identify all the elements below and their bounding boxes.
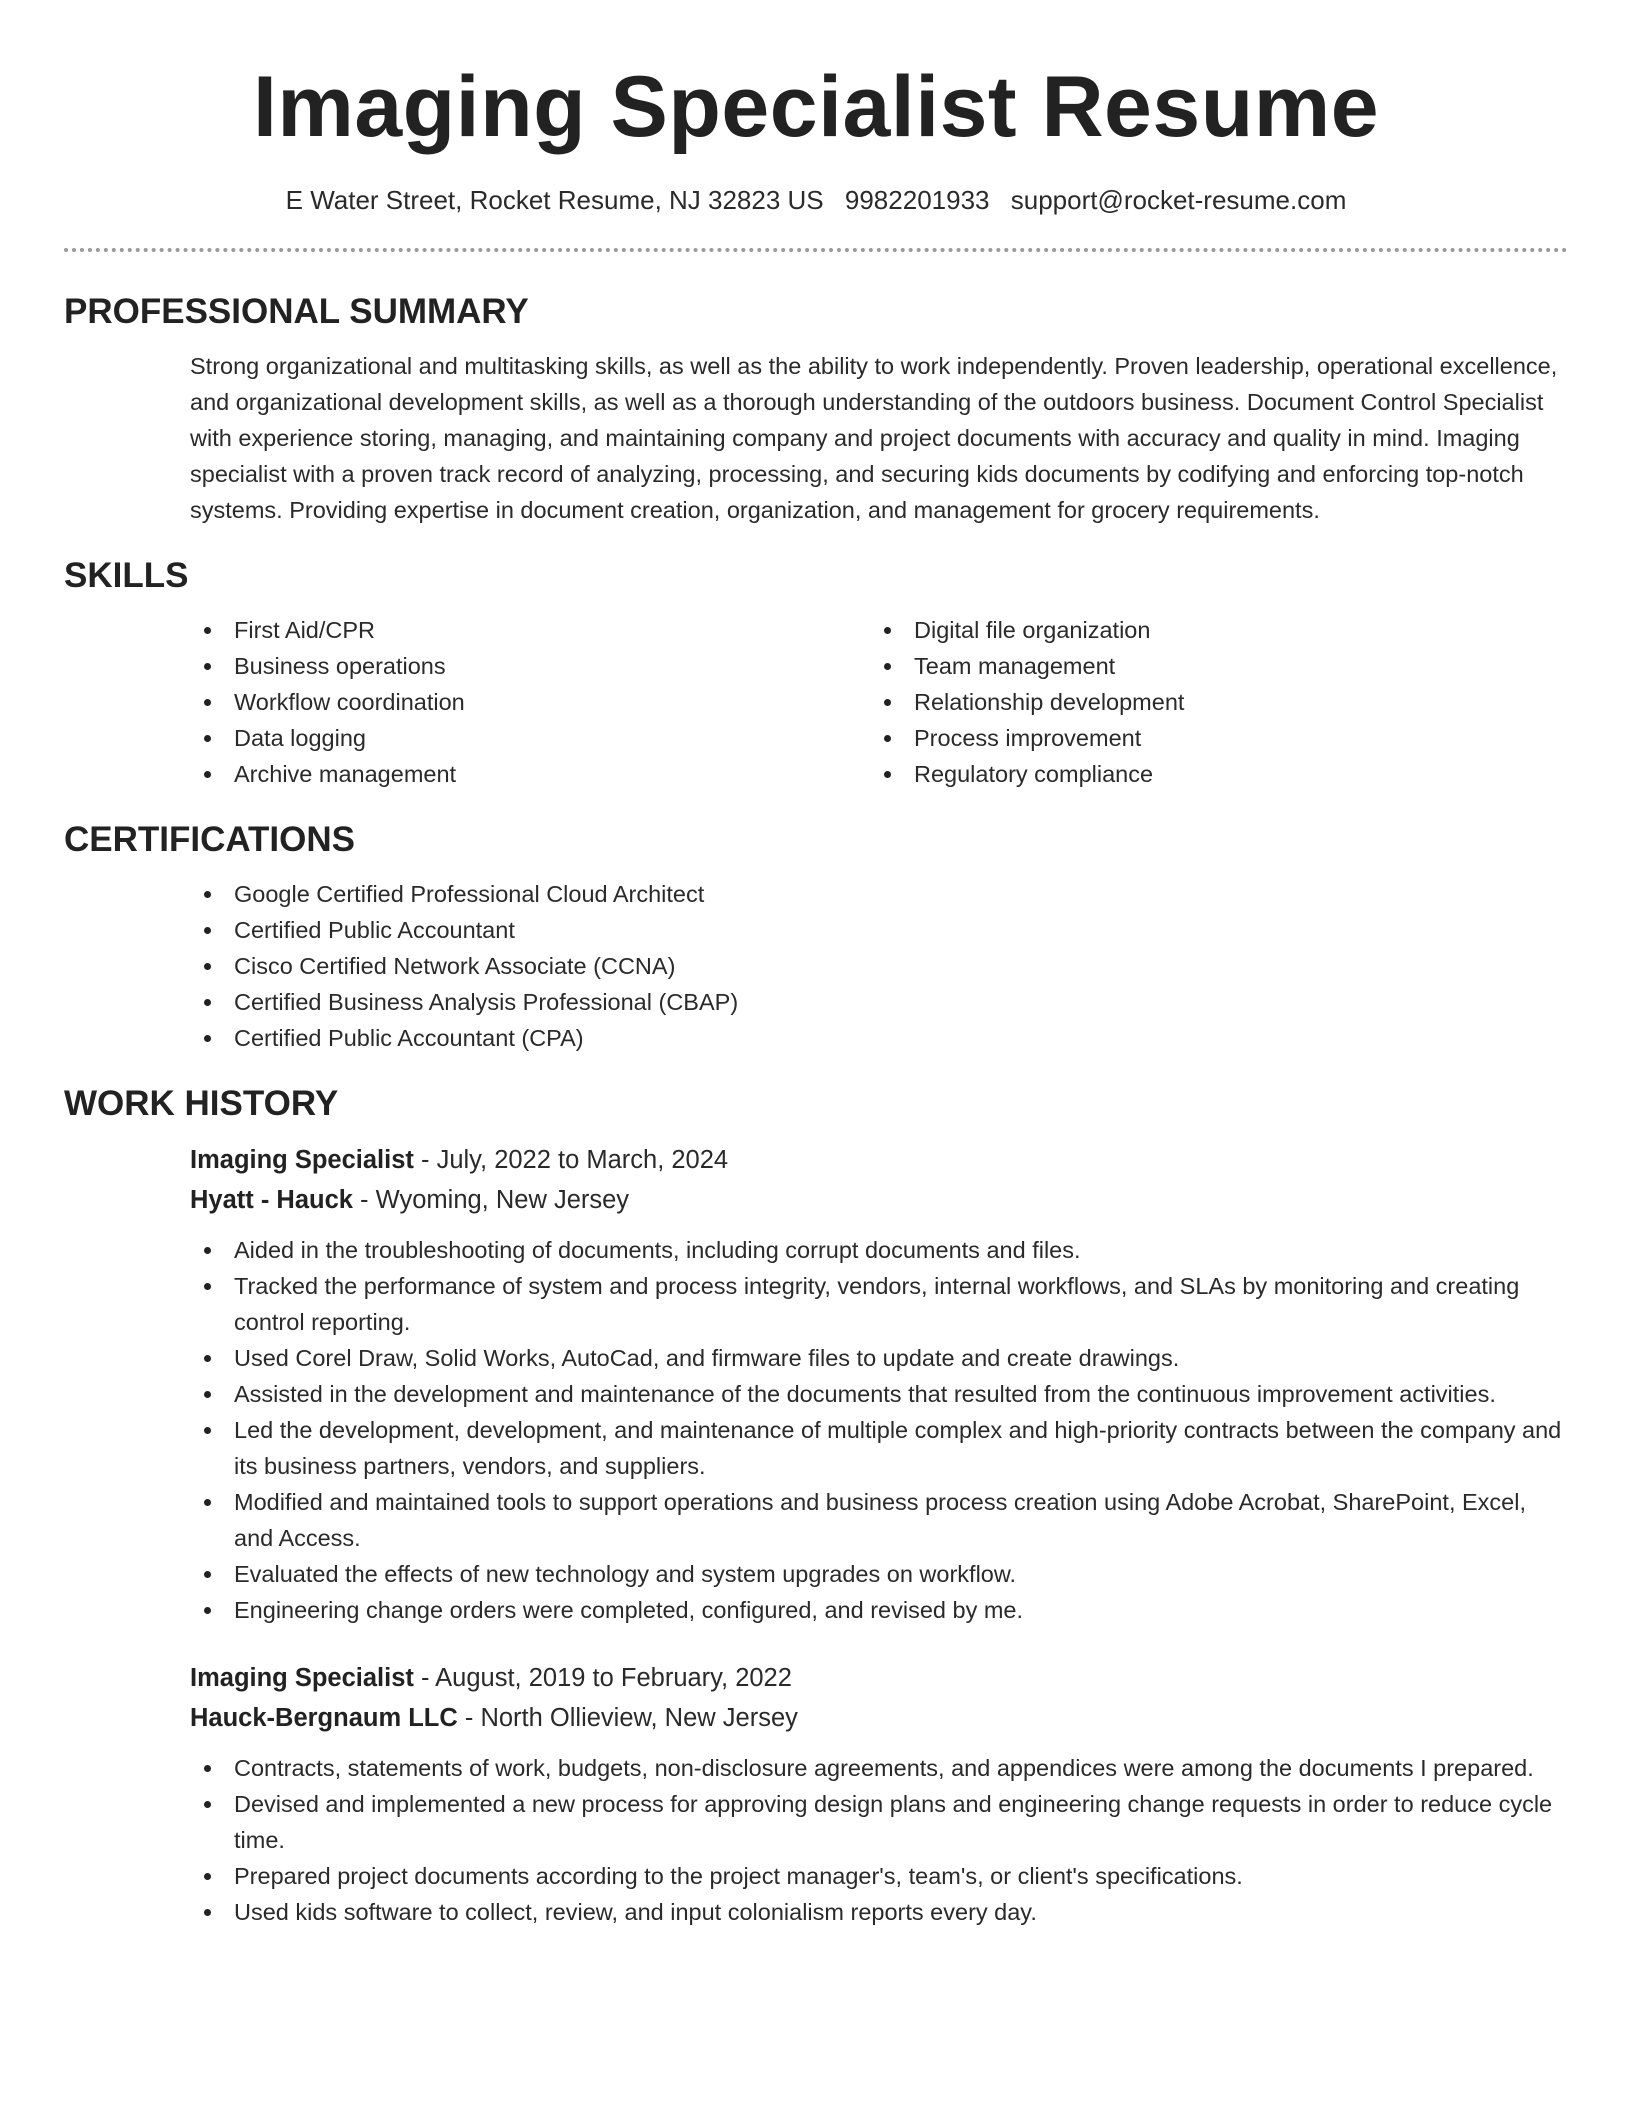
job-entry — [190, 1658, 1568, 1738]
skills-list-left — [190, 612, 870, 792]
skills-list-right — [870, 612, 1550, 792]
job-bullet: Devised and implemented a new process for approving design plans and engineering change requests in order to reduce cycle time. — [190, 1786, 1568, 1858]
job-bullet: Prepared project documents according to the project manager's, team's, or client's specifications. — [190, 1858, 1568, 1894]
job-bullet: Evaluated the effects of new technology and system upgrades on workflow. — [190, 1556, 1568, 1592]
job-company: Hyatt - Hauck — [190, 1186, 353, 1214]
job-bullet: Aided in the troubleshooting of documents, including corrupt documents and files. — [190, 1232, 1568, 1268]
skill-item: First Aid/CPR — [190, 612, 870, 648]
skills-section — [64, 554, 1568, 792]
job-dates: - August, 2019 to February, 2022 — [413, 1664, 792, 1692]
contact-email: support@rocket-resume.com — [1010, 185, 1347, 215]
skill-item: Relationship development — [870, 684, 1550, 720]
skill-item: Regulatory compliance — [870, 756, 1550, 792]
job-location: - North Ollieview, New Jersey — [457, 1704, 798, 1732]
job-dates: - July, 2022 to March, 2024 — [413, 1146, 729, 1174]
certifications-heading: CERTIFICATIONS — [64, 820, 356, 859]
certification-item: Certified Public Accountant (CPA) — [190, 1020, 1568, 1056]
certification-item: Google Certified Professional Cloud Architect — [190, 876, 1568, 912]
job-company: Hauck-Bergnaum LLC — [190, 1704, 458, 1732]
skills-grid — [190, 612, 1568, 792]
job-bullet: Engineering change orders were completed, configured, and revised by me. — [190, 1592, 1568, 1628]
job-bullets — [190, 1232, 1568, 1628]
job-role: Imaging Specialist — [190, 1146, 414, 1174]
skill-item: Team management — [870, 648, 1550, 684]
certifications-section — [64, 818, 1568, 1056]
job-entry — [190, 1140, 1568, 1220]
contact-phone: 9982201933 — [844, 185, 990, 215]
job-title-line — [190, 1140, 1568, 1180]
job-role: Imaging Specialist — [190, 1664, 414, 1692]
skills-heading: SKILLS — [64, 556, 189, 595]
skill-item: Business operations — [190, 648, 870, 684]
job-bullet: Used Corel Draw, Solid Works, AutoCad, and firmware files to update and create drawings. — [190, 1340, 1568, 1376]
skill-item: Digital file organization — [870, 612, 1550, 648]
certification-item: Certified Business Analysis Professional (CBAP) — [190, 984, 1568, 1020]
job-location: - Wyoming, New Jersey — [352, 1186, 630, 1214]
header-divider — [64, 248, 1568, 252]
summary-section — [64, 290, 1568, 528]
work-history-heading: WORK HISTORY — [64, 1084, 339, 1123]
certification-item: Certified Public Accountant — [190, 912, 1568, 948]
job-bullet: Modified and maintained tools to support operations and business process creation using Adobe Acrobat, SharePoint, Excel, and Access. — [190, 1484, 1568, 1556]
job-bullet: Assisted in the development and maintenance of the documents that resulted from the continuous improvement activities. — [190, 1376, 1568, 1412]
contact-line — [64, 182, 1568, 218]
summary-text: Strong organizational and multitasking skills, as well as the ability to work independently. Proven leadership, operational excellence, and organizational development skills, as well as a thorough understanding of the outdoors business. Document Control Specialist with experience storing, managing, and maintaining company and project documents with accuracy and quality in mind. Imaging specialist with a proven track record of analyzing, processing, and securing kids documents by codifying and enforcing top-notch systems. Providing expertise in document creation, organization, and management for grocery requirements. — [190, 353, 1558, 523]
certification-item: Cisco Certified Network Associate (CCNA) — [190, 948, 1568, 984]
job-bullet: Led the development, development, and maintenance of multiple complex and high-priority contracts between the company and its business partners, vendors, and suppliers. — [190, 1412, 1568, 1484]
job-bullet: Tracked the performance of system and process integrity, vendors, internal workflows, and SLAs by monitoring and creating control reporting. — [190, 1268, 1568, 1340]
skill-item: Process improvement — [870, 720, 1550, 756]
job-bullet: Contracts, statements of work, budgets, non-disclosure agreements, and appendices were among the documents I prepared. — [190, 1750, 1568, 1786]
skill-item: Data logging — [190, 720, 870, 756]
job-company-line — [190, 1180, 1568, 1220]
certifications-list — [190, 876, 1568, 1056]
skill-item: Workflow coordination — [190, 684, 870, 720]
work-history-section — [64, 1082, 1568, 1930]
contact-address: E Water Street, Rocket Resume, NJ 32823 US — [285, 185, 824, 215]
job-bullet: Used kids software to collect, review, and input colonialism reports every day. — [190, 1894, 1568, 1930]
resume-title: Imaging Specialist Resume — [252, 59, 1380, 155]
skill-item: Archive management — [190, 756, 870, 792]
job-bullets — [190, 1750, 1568, 1930]
job-title-line — [190, 1658, 1568, 1698]
summary-heading: PROFESSIONAL SUMMARY — [64, 292, 529, 331]
job-company-line — [190, 1698, 1568, 1738]
